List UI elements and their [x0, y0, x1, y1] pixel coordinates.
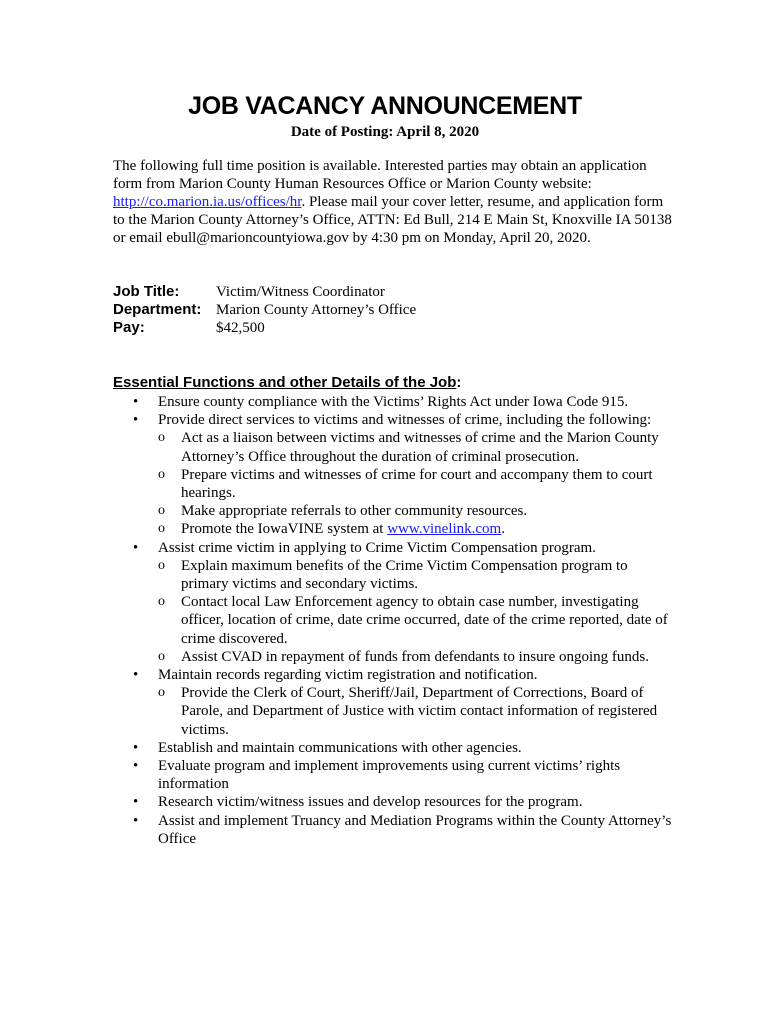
page-title: JOB VACANCY ANNOUNCEMENT — [188, 92, 582, 120]
list-item-text: Maintain records regarding victim registration and notification. — [158, 667, 538, 684]
list-item — [113, 739, 673, 757]
sub-list-item — [158, 466, 673, 502]
list-item — [113, 393, 673, 411]
pay-row — [113, 319, 416, 337]
department-label: Department: — [113, 301, 202, 318]
department-row — [113, 301, 416, 319]
list-item-text: Assist crime victim in applying to Crime Victim Compensation program. — [158, 539, 596, 556]
pay-value: $42,500 — [216, 320, 265, 336]
sub-list-item-text: Explain maximum benefits of the Crime Victim Compensation program to primary victims and secondary victims. — [181, 557, 628, 593]
list-item — [113, 757, 673, 793]
job-info — [113, 283, 416, 337]
vinelink-link[interactable]: www.vinelink.com — [387, 521, 502, 538]
list-item — [113, 793, 673, 811]
intro-paragraph — [113, 157, 673, 247]
list-item-text: Provide direct services to victims and witnesses of crime, including the following: — [158, 412, 652, 429]
sub-list-item — [158, 593, 673, 648]
sub-list-item-text: Act as a liaison between victims and witnesses of crime and the Marion County Attorney’s Office throughout the duration of criminal prosecution. — [181, 430, 659, 465]
list-item-text: Evaluate program and implement improvements using current victims’ rights information — [158, 758, 621, 793]
sub-list-item — [158, 429, 673, 465]
job-title-row — [113, 283, 416, 301]
list-item — [113, 539, 673, 666]
duties-list — [113, 393, 673, 848]
sub-list-item — [158, 502, 673, 520]
posting-date: Date of Posting: April 8, 2020 — [290, 124, 480, 140]
list-item — [113, 411, 673, 538]
sub-list-item — [158, 684, 673, 739]
section-heading-text: Essential Functions and other Details of the Job — [113, 374, 457, 391]
section-heading-colon: : — [456, 374, 462, 391]
sub-list-item — [158, 557, 673, 593]
sub-list-item — [158, 520, 673, 538]
sub-list-item-text: Contact local Law Enforcement agency to obtain case number, investigating officer, location of crime, date crime occurred, date of the crime reported, date of crime discovered. — [181, 594, 668, 647]
job-title-label: Job Title: — [113, 283, 180, 300]
list-item — [113, 812, 673, 848]
sub-list-item-text: Promote the IowaVINE system at — [181, 521, 388, 538]
sub-list-item-text: Assist CVAD in repayment of funds from defendants to insure ongoing funds. — [181, 648, 650, 665]
section-heading — [113, 374, 461, 391]
sub-list-item-text-end: . — [501, 521, 505, 538]
list-item-text: Research victim/witness issues and develop resources for the program. — [158, 794, 583, 811]
sub-list-item-text: Provide the Clerk of Court, Sheriff/Jail, Department of Corrections, Board of Parole, and Department of Justice with victim contact information of registered victims. — [181, 685, 658, 738]
list-item-text: Establish and maintain communications with other agencies. — [158, 739, 522, 756]
department-value: Marion County Attorney’s Office — [216, 302, 417, 318]
list-item-text: Ensure county compliance with the Victims’ Rights Act under Iowa Code 915. — [158, 394, 629, 410]
list-item — [113, 666, 673, 739]
list-item-text: Assist and implement Truancy and Mediation Programs within the County Attorney’s Office — [158, 812, 672, 847]
pay-label: Pay: — [113, 319, 145, 336]
sub-list-item-text: Make appropriate referrals to other community resources. — [181, 503, 528, 520]
sub-list-item — [158, 648, 673, 666]
intro-text-continued: . Please mail your cover letter, resume, and application form to the Marion County Attorney’s Office, ATTN: Ed Bull, 214 E Main St, Knoxville IA 50138 or email ebull@marioncountyiowa.gov by 4:30 pm on Monday, April 20, 2020. — [113, 194, 672, 246]
hr-website-link[interactable]: http://co.marion.ia.us/offices/hr — [113, 194, 302, 210]
sub-list-item-text: Prepare victims and witnesses of crime for court and accompany them to court hearings. — [181, 466, 653, 502]
job-title-value: Victim/Witness Coordinator — [216, 284, 385, 300]
intro-text: The following full time position is available. Interested parties may obtain an application form from Marion County Human Resources Office or Marion County website: — [113, 158, 647, 192]
